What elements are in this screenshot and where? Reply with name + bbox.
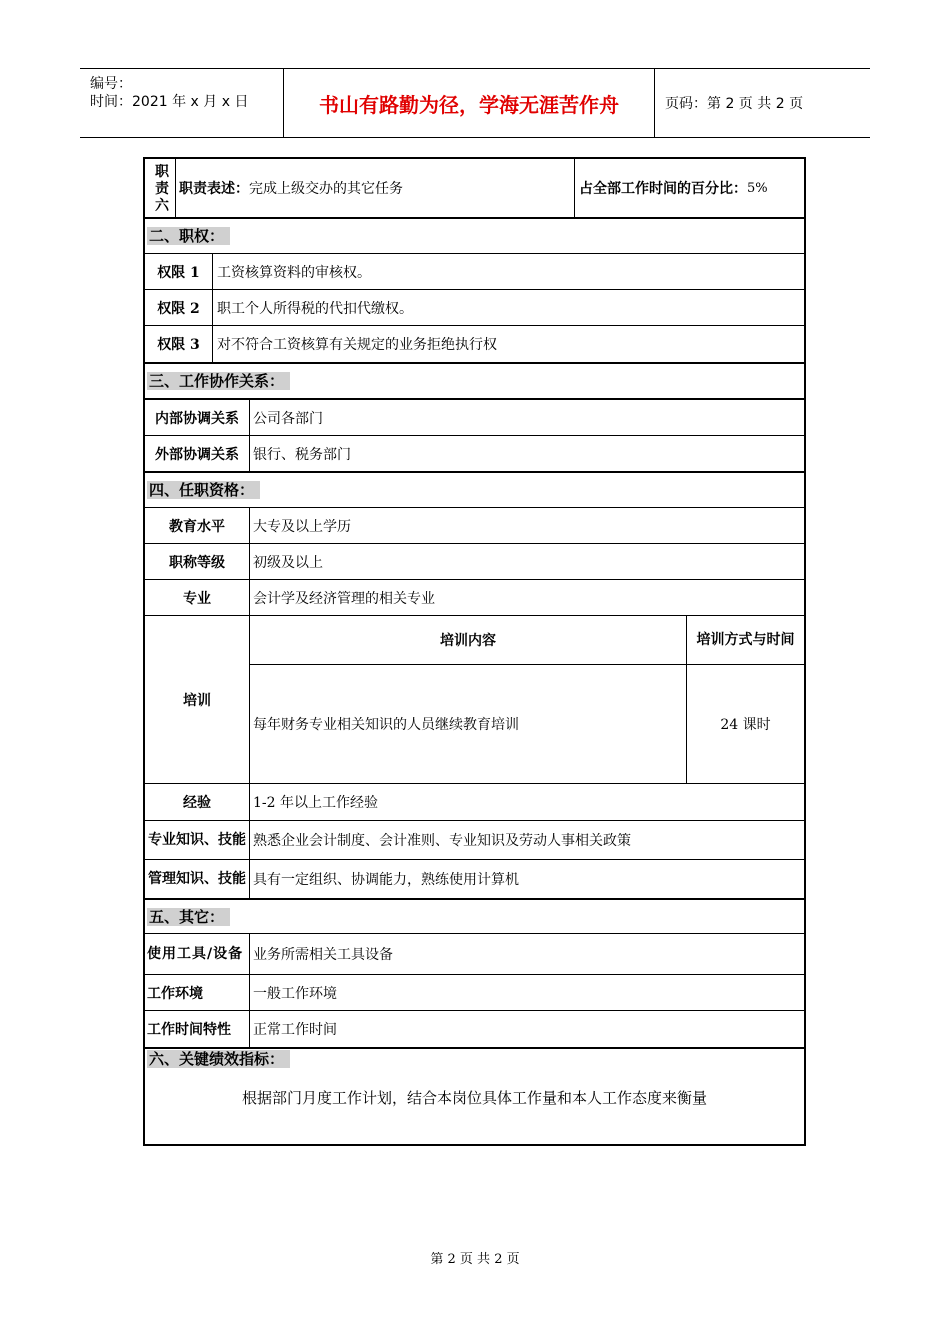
duty6-desc-text: 完成上级交办的其它任务 <box>249 181 403 197</box>
external-relation-label: 外部协调关系 <box>155 446 239 463</box>
authority-3-label: 权限 3 <box>157 337 200 353</box>
title-grade-value: 初级及以上 <box>253 554 323 571</box>
header-page-cell <box>655 69 870 137</box>
experience-value: 1-2 年以上工作经验 <box>253 795 378 811</box>
tools-label: 使用工具/设备 <box>147 945 244 962</box>
duty6-pct-label: 占全部工作时间的百分比： <box>579 181 747 197</box>
kpi-text: 根据部门月度工作计划，结合本岗位具体工作量和本人工作态度来衡量 <box>241 1089 707 1107</box>
major-label: 专业 <box>183 590 211 607</box>
page-info: 页码：第 2 页 共 2 页 <box>665 96 804 112</box>
doc-time-label: 时间：2021 年 x 月 x 日 <box>90 94 249 110</box>
sec2-title-text: 二、职权： <box>147 227 230 245</box>
training-method-value: 24 课时 <box>720 717 771 733</box>
mgmt-skill-value: 具有一定组织、协调能力，熟练使用计算机 <box>253 872 519 888</box>
major-value: 会计学及经济管理的相关专业 <box>253 590 435 607</box>
training-content-value: 每年财务专业相关知识的人员继续教育培训 <box>253 717 519 733</box>
page-footer: 第 2 页 共 2 页 <box>430 1252 520 1267</box>
training-content-header: 培训内容 <box>440 633 496 649</box>
motto-text: 书山有路勤为径，学海无涯苦作舟 <box>319 92 619 117</box>
sec4-title-text: 四、任职资格： <box>147 481 260 499</box>
authority-3-value: 对不符合工资核算有关规定的业务拒绝执行权 <box>217 337 497 353</box>
sec3-title-text: 三、工作协作关系： <box>147 372 290 390</box>
sec4-title <box>147 473 802 507</box>
duty6-pct-value: 5% <box>747 180 768 196</box>
sec2-title <box>147 219 802 253</box>
training-label: 培训 <box>183 693 211 709</box>
sec6-title-text: 六、关键绩效指标： <box>147 1050 290 1068</box>
pro-skill-label: 专业知识、技能 <box>148 832 246 848</box>
duty6-label-text: 职责六 <box>155 163 169 214</box>
pro-skill-value: 熟悉企业会计制度、会计准则、专业知识及劳动人事相关政策 <box>253 833 631 849</box>
header-meta-cell <box>80 69 284 137</box>
experience-label: 经验 <box>183 795 211 811</box>
work-time-label: 工作时间特性 <box>147 1022 231 1038</box>
internal-relation-label: 内部协调关系 <box>155 410 239 427</box>
authority-1-label: 权限 1 <box>157 264 200 281</box>
internal-relation-value: 公司各部门 <box>253 410 323 427</box>
sec5-title-text: 五、其它： <box>147 908 230 926</box>
work-time-value: 正常工作时间 <box>253 1022 337 1038</box>
duty6-pct <box>579 159 804 217</box>
authority-1-value: 工资核算资料的审核权。 <box>217 264 371 281</box>
training-method-header: 培训方式与时间 <box>696 632 795 648</box>
education-label: 教育水平 <box>169 518 225 535</box>
mgmt-skill-label: 管理知识、技能 <box>148 871 246 887</box>
title-grade-label: 职称等级 <box>169 554 225 571</box>
sec3-title <box>147 364 802 398</box>
sec6-title <box>147 1049 802 1069</box>
education-value: 大专及以上学历 <box>253 518 351 535</box>
env-value: 一般工作环境 <box>253 985 337 1002</box>
authority-2-value: 职工个人所得税的代扣代缴权。 <box>217 300 413 317</box>
duty6-desc-label: 职责表述： <box>179 181 249 197</box>
doc-number-label: 编号： <box>90 76 132 92</box>
env-label: 工作环境 <box>147 985 203 1002</box>
header-motto-cell <box>284 69 655 137</box>
sec5-title <box>147 900 802 933</box>
external-relation-value: 银行、税务部门 <box>253 446 351 463</box>
tools-value: 业务所需相关工具设备 <box>253 947 393 963</box>
duty6-label <box>149 161 175 217</box>
page-header <box>80 68 870 138</box>
duty6-desc <box>179 159 574 217</box>
job-description-table <box>143 157 806 1146</box>
authority-2-label: 权限 2 <box>157 300 200 317</box>
